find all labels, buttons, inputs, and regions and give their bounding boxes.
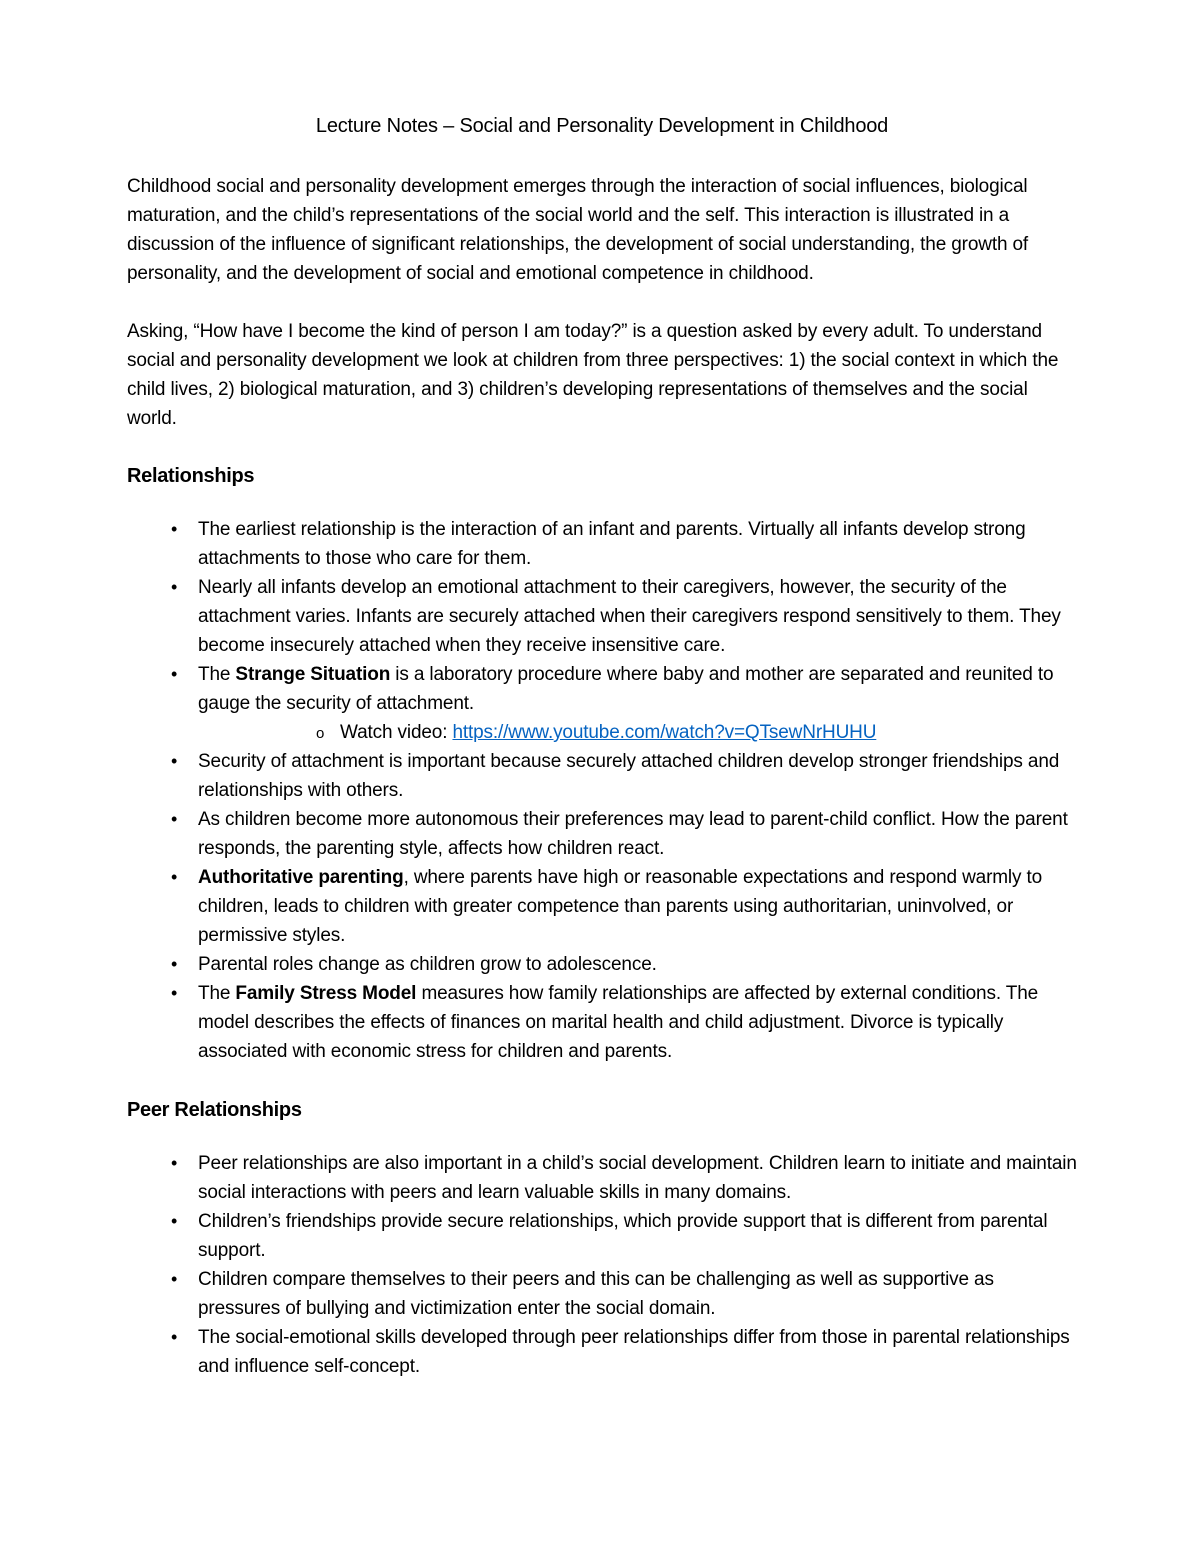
bullet-icon: • [171, 577, 178, 597]
term-strange-situation: Strange Situation [235, 664, 391, 685]
intro-paragraph: Childhood social and personality development emerges through the interaction of social influences, biological maturation, and the child’s representations of the social world and the self. This interaction is illustrated in a discussion of the influence of significant relationships, the development of social understanding, the growth of personality, and the development of social and emotional competence in childhood. [127, 176, 1029, 284]
bullet-icon: • [171, 1211, 178, 1231]
list-item: • The Family Stress Model measures how family relationships are affected by external conditions. The model describes the effects of finances on marital health and child adjustment. Divorce is typically associated with economic stress for children and parents. [127, 979, 1077, 1066]
document-page [127, 112, 1077, 1411]
list-item: • The Strange Situation is a laboratory procedure where baby and mother are separated and reunited to gauge the security of attachment. o Watch video: https://www.youtube.com/watch?v=QTsewNrHUHU [127, 660, 1077, 747]
bullet-icon: • [171, 983, 178, 1003]
video-link[interactable]: https://www.youtube.com/watch?v=QTsewNrHUHU [452, 722, 877, 743]
list-item: • Security of attachment is important because securely attached children develop stronger friendships and relationships with others. [127, 747, 1077, 805]
video-label: Watch video: [340, 722, 453, 743]
bullet-icon: • [171, 1327, 178, 1347]
list-item: • Peer relationships are also important in a child’s social development. Children learn to initiate and maintain social interactions with peers and learn valuable skills in many domains. [127, 1149, 1077, 1207]
bullet-icon: • [171, 867, 178, 887]
sub-list-item [198, 718, 1077, 747]
list-item: • Authoritative parenting, where parents have high or reasonable expectations and respond warmly to children, leads to children with greater competence than parents using authoritarian, uninvolved, or permissive styles. [127, 863, 1077, 950]
video-sublist [198, 718, 1077, 747]
peer-relationships-list [127, 1149, 1077, 1381]
term-family-stress-model: Family Stress Model [235, 983, 417, 1004]
list-item: • The social-emotional skills developed through peer relationships differ from those in parental relationships and influence self-concept. [127, 1323, 1077, 1381]
bullet-icon: • [171, 809, 178, 829]
list-item: • Children compare themselves to their peers and this can be challenging as well as supportive as pressures of bullying and victimization enter the social domain. [127, 1265, 1077, 1323]
bullet-icon: • [171, 954, 178, 974]
document-title: Lecture Notes – Social and Personality Development in Childhood [315, 115, 889, 137]
bullet-icon: • [171, 1153, 178, 1173]
list-item: • Parental roles change as children grow to adolescence. [127, 950, 1077, 979]
bullet-icon: • [171, 1269, 178, 1289]
bullet-icon: • [171, 751, 178, 771]
sub-bullet-icon: o [316, 725, 325, 742]
list-item: • Nearly all infants develop an emotional attachment to their caregivers, however, the security of the attachment varies. Infants are securely attached when their caregivers respond sensitively to them. They become insecurely attached when they receive insensitive care. [127, 573, 1077, 660]
list-item: • The earliest relationship is the interaction of an infant and parents. Virtually all infants develop strong attachments to those who care for them. [127, 515, 1077, 573]
relationships-list [127, 515, 1077, 1066]
bullet-icon: • [171, 519, 178, 539]
term-authoritative-parenting: Authoritative parenting [198, 867, 404, 888]
list-item: • As children become more autonomous their preferences may lead to parent-child conflict. How the parent responds, the parenting style, affects how children react. [127, 805, 1077, 863]
perspectives-paragraph: Asking, “How have I become the kind of person I am today?” is a question asked by every adult. To understand social and personality development we look at children from three perspectives: 1) the social context in which the child lives, 2) biological maturation, and 3) children’s developing representations of themselves and the social world. [127, 321, 1059, 429]
section-heading-relationships: Relationships [127, 465, 255, 487]
list-item: • Children’s friendships provide secure relationships, which provide support that is different from parental support. [127, 1207, 1077, 1265]
bullet-icon: • [171, 664, 178, 684]
section-heading-peer-relationships: Peer Relationships [127, 1099, 302, 1121]
